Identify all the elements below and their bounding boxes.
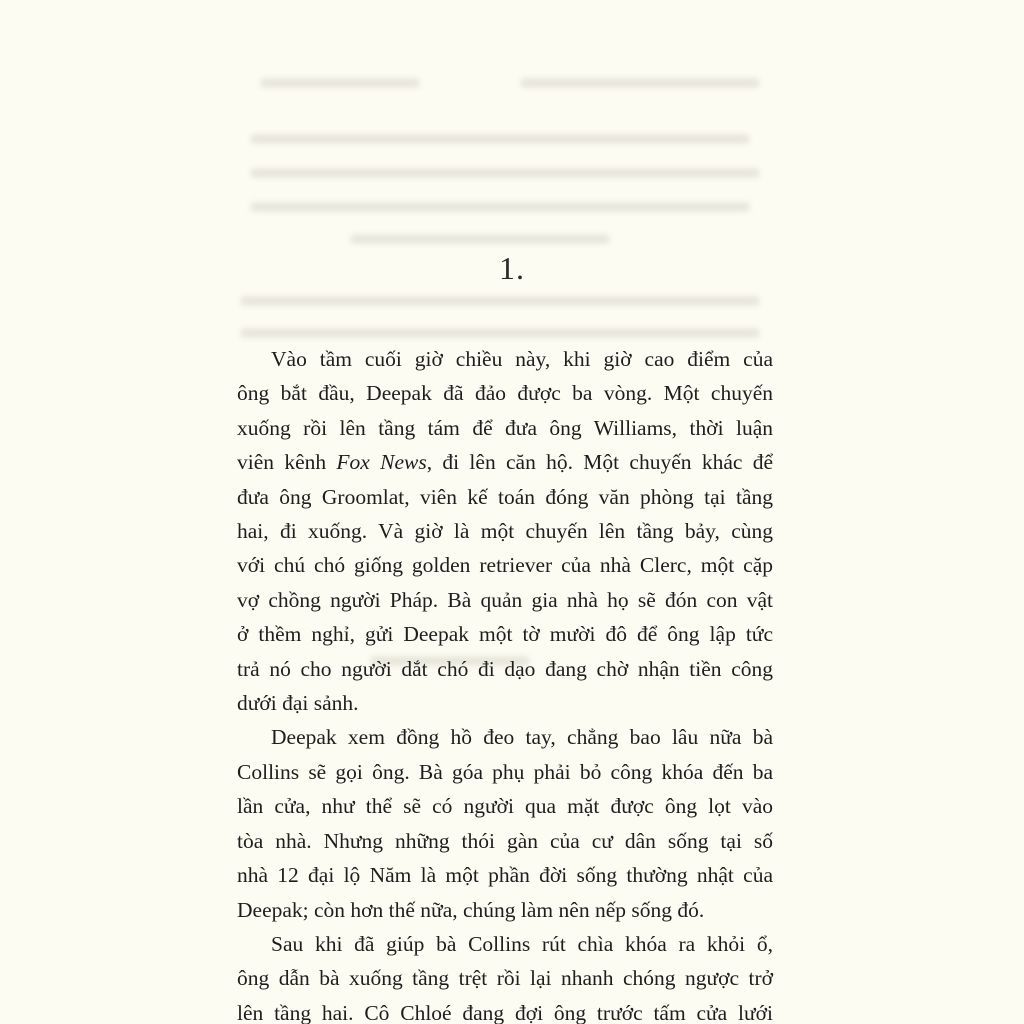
- text-line: với chú chó giống golden retriever của nhà Clerc, một cặp: [237, 553, 773, 578]
- text-line: vợ chồng người Pháp. Bà quản gia nhà họ sẽ đón con vật: [237, 587, 773, 612]
- text-segment: , đi lên căn hộ. Một chuyến khác để: [426, 450, 773, 475]
- text-line: ông bắt đầu, Deepak đã đảo được ba vòng. Một chuyến: [237, 381, 773, 406]
- chapter-body: [237, 342, 773, 1024]
- text-line: Vào tầm cuối giờ chiều này, khi giờ cao điểm của: [271, 347, 773, 371]
- text-line: đưa ông Groomlat, viên kế toán đóng văn phòng tại tầng: [237, 484, 773, 509]
- text-line: ông dẫn bà xuống tầng trệt rồi lại nhanh chóng ngược trở: [237, 966, 773, 991]
- text-line: lần cửa, như thể sẽ có người qua mặt được ông lọt vào: [237, 794, 773, 819]
- text-line: Deepak; còn hơn thế nữa, chúng làm nên nếp sống đó.: [237, 897, 705, 922]
- paragraph-2: [237, 720, 773, 926]
- text-line: dưới đại sảnh.: [237, 691, 359, 716]
- text-line: nhà 12 đại lộ Năm là một phần đời sống thường nhật của: [237, 863, 773, 888]
- text-line: hai, đi xuống. Và giờ là một chuyến lên tầng bảy, cùng: [237, 519, 773, 544]
- text-segment: viên kênh: [237, 450, 337, 475]
- text-line: Sau khi đã giúp bà Collins rút chìa khóa ra khỏi ổ,: [271, 931, 773, 956]
- text-line: xuống rồi lên tầng tám để đưa ông Williams, thời luận: [237, 415, 773, 440]
- italic-title: Fox News: [336, 450, 427, 475]
- text-line: lên tầng hai. Cô Chloé đang đợi ông trước tấm cửa lưới: [237, 1000, 773, 1024]
- chapter-number: 1.: [499, 250, 525, 286]
- text-line: ở thềm nghỉ, gửi Deepak một tờ mười đô để ông lập tức: [237, 622, 773, 647]
- text-line: Collins sẽ gọi ông. Bà góa phụ phải bỏ công khóa đến ba: [237, 759, 773, 784]
- text-line: Deepak xem đồng hồ đeo tay, chẳng bao lâu nữa bà: [271, 725, 773, 750]
- text-line: [237, 445, 773, 479]
- text-line: trả nó cho người dắt chó đi dạo đang chờ nhận tiền công: [237, 656, 773, 681]
- text-line: tòa nhà. Nhưng những thói gàn của cư dân sống tại số: [237, 828, 773, 853]
- paragraph-3: [237, 927, 773, 1024]
- paragraph-1: [237, 342, 773, 720]
